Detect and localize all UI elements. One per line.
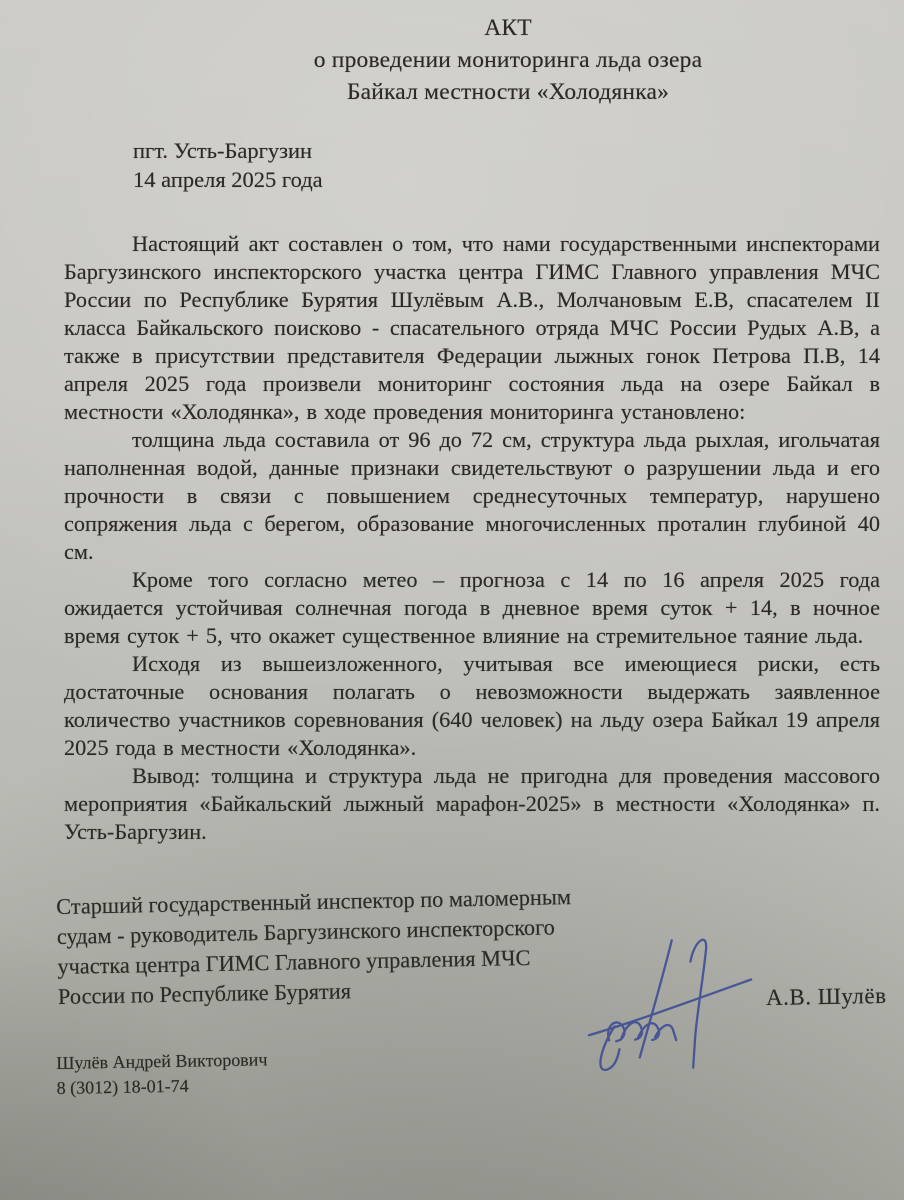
document-title: [108, 12, 904, 108]
handwritten-signature-icon: [577, 925, 782, 1087]
paragraph-conclusion: Вывод: толщина и структура льда не пригодна для проведения массового мероприятия «Байкальский лыжный марафон-2025» в местности «Холодянка» п. Усть-Баргузин.: [64, 763, 880, 844]
contact-block: [56, 1047, 268, 1101]
contact-phone: 8 (3012) 18-01-74: [56, 1075, 189, 1098]
paragraph-intro: Настоящий акт составлен о том, что нами государственными инспекторами Баргузинского инспекторского участка центра ГИМС Главного управления МЧС России по Республике Бурятия Шулёвым А.В., Молчановым Е.В, спасателем II класса Байкальского поисково - спасательного отряда МЧС России Рудых А.В, а также в присутствии представителя Федерации лыжных гонок Петрова П.В, 14 апреля 2025 года произвели мониторинг состояния льда на озере Байкал в местности «Холодянка», в ходе проведения мониторинга установлено:: [64, 231, 880, 424]
official-position-text: Старший государственный инспектор по маломерным судам - руководитель Баргузинского инспекторского участка центра ГИМС Главного управления МЧС России по Республике Бурятия: [56, 884, 572, 1009]
paragraph-ice-condition: толщина льда составила от 96 до 72 см, структура льда рыхлая, игольчатая наполненная водой, данные признаки свидетельствуют о разрушении льда и его прочности в связи с повышением среднесуточных температур, нарушено сопряжения льда с берегом, образование многочисленных проталин глубиной 40 см.: [64, 427, 880, 564]
signer-name: А.В. Шулёв: [765, 982, 887, 1011]
paragraph-weather-forecast: Кроме того согласно метео – прогноза с 14 по 16 апреля 2025 года ожидается устойчивая солнечная погода в дневное время суток + 14, в ночное время суток + 5, что окажет существенное влияние на стремительное таяние льда.: [64, 567, 880, 648]
place-line: пгт. Усть-Баргузин: [133, 138, 313, 163]
contact-full-name: Шулёв Андрей Викторович: [56, 1049, 268, 1073]
document-title-line-2: о проведении мониторинга льда озера: [313, 47, 703, 73]
document-title-line-3: Байкал местности «Холодянка»: [346, 79, 670, 105]
date-line: 14 апреля 2025 года: [133, 167, 323, 192]
document-body: [64, 230, 880, 846]
place-date-block: [133, 136, 323, 194]
document-title-line-1: АКТ: [484, 15, 532, 41]
paragraph-risk-assessment: Исходя из вышеизложенного, учитывая все имеющиеся риски, есть достаточные основания полагать о невозможности выдержать заявленное количество участников соревнования (640 человек) на льду озера Байкал 19 апреля 2025 года в местности «Холодянка».: [64, 651, 880, 760]
